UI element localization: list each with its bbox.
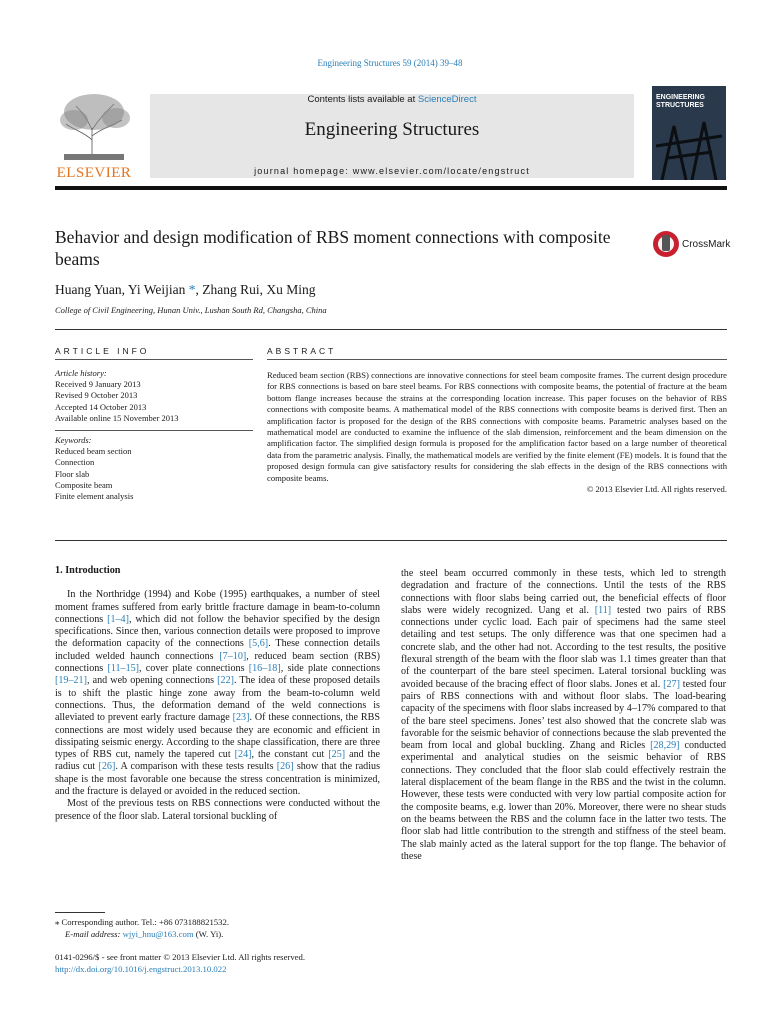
citation-link[interactable]: [19–21] — [55, 675, 87, 687]
citation-link[interactable]: [26] — [276, 761, 294, 773]
corresponding-author-mark[interactable]: * — [188, 282, 196, 297]
contents-prefix: Contents lists available at — [307, 94, 418, 105]
paper-title: Behavior and design modification of RBS moment connections with composite beams — [55, 227, 611, 269]
citation-link[interactable]: [1–4] — [107, 613, 129, 625]
citation-link[interactable]: [16–18] — [248, 663, 281, 675]
article-info — [55, 368, 253, 502]
info-divider — [55, 430, 253, 431]
citation-link[interactable]: [27] — [663, 678, 680, 690]
body-column-left — [55, 565, 380, 823]
citation-link[interactable]: [28,29] — [650, 740, 680, 752]
journal-cover-image — [652, 86, 726, 180]
citation-link[interactable]: [11] — [594, 604, 612, 616]
abstract-heading: ABSTRACT — [267, 346, 337, 356]
history-received: Received 9 January 2013 — [55, 379, 141, 390]
keyword: Reduced beam section — [55, 446, 132, 457]
abstract-body — [267, 370, 727, 495]
corresponding-author-footnote: ⁎ Corresponding author. Tel.: +86 073188821532. E-mail address: wjyi_hnu@163.com (W. Yi). — [55, 917, 230, 939]
section-heading-introduction: 1. Introduction — [55, 565, 121, 576]
citation-link[interactable]: [25] — [328, 749, 346, 761]
intro-paragraph-3: the steel beam occurred commonly in these tests, which led to strength degradation and fracture of the connections. Until the tests of the RBS connections with floor slabs being carried out, the beneficial effects of floor slabs were widely recognized. Uang et al. [11] tested two pairs of RBS connections under cyclic load. Each pair of specimens had the same steel detailing and test setups. The only difference was that one specimen had a concrete slab, and the other had not. According to the test results, the positive flexural strength of the beam with the floor slab was 1.1 times greater than that of the counterpart of the bare steel specimen. Lateral torsional buckling was avoided because of the bracing effect of floor slabs. Jones et al. [27] tested four pairs of RBS connections with and without floor slabs. The load-bearing capacity of the specimens with floor slabs increased by 4–17% compared to that of the bare steel specimens. Jones’ test also showed that the concrete slab was favorable for the seismic behavior of connections because the slab prevented the beam from local and global buckling. Zhang and Ricles [28,29] conducted experimental and analytical studies on the seismic behavior of RBS connections. They concluded that the floor slab could effectively restrain the lateral displacement of the beam flange in the RBS and the twist in the column. However, these tests were conducted with very low partial composite action for the composite beams, e.g. lower than 20%. Moreover, there were no shear studs on the beams between the RBS and the column face in the latter two tests. The floor slab had little contribution to the strength and stiffness of the steel beam. The slab mainly acted as the lateral support for the top flange. The behavior of these — [401, 568, 726, 862]
body-column-right — [401, 568, 726, 863]
elsevier-wordmark: ELSEVIER — [56, 165, 132, 181]
intro-paragraph-2: Most of the previous tests on RBS connections were conducted without the presence of the floor slab. Lateral torsional buckling of — [55, 798, 380, 822]
affiliation: College of Civil Engineering, Hunan Univ., Lushan South Rd, Changsha, China — [55, 305, 327, 315]
citation-link[interactable]: [24] — [234, 749, 252, 761]
article-info-heading: ARTICLE INFO — [55, 346, 150, 356]
citation-link[interactable]: [22] — [217, 675, 234, 687]
citation-link[interactable]: [7–10] — [219, 650, 247, 662]
citation-link[interactable]: [23] — [232, 712, 250, 724]
cover-title: ENGINEERING STRUCTURES — [656, 94, 706, 109]
front-matter-line: 0141-0296/$ - see front matter © 2013 Elsevier Ltd. All rights reserved. — [55, 952, 306, 962]
intro-paragraph-1: In the Northridge (1994) and Kobe (1995) earthquakes, a number of steel moment frames suffered from early brittle fracture damage in beam-to-column connections [1–4], which did not follow the behavior specified by the design specifications. Since then, various connection details were proposed to improve the deformation capacity of the connections [5,6]. These connection details included welded haunch connections [7–10], reduced beam section (RBS) connections [11–15], cover plate connections [16–18], side plate connections [19–21], and web opening connections [22]. The idea of these proposed details is to shift the plastic hinge zone away from the beam-to-column weld connections. Thus, the deformation demand of the weld connections is alleviated to prevent early fracture damage [23]. Of these connections, the RBS connections are most widely used because they are economic and efficient in dissipating seismic energy. According to the shape classification, there are three types of RBS cut, namely the tapered cut [24], the constant cut [25] and the radius cut [26]. A comparison with these tests results [26] show that the radius shape is the most favorable one because the stress concentration is minimized, and the fracture is delayed or avoided in the reduced section. — [55, 589, 380, 798]
footnote-rule — [55, 912, 105, 913]
journal-name: Engineering Structures — [304, 119, 480, 140]
doi-link[interactable]: http://dx.doi.org/10.1016/j.engstruct.2013.10.022 — [55, 963, 227, 974]
keyword: Floor slab — [55, 468, 90, 479]
keyword: Connection — [55, 457, 95, 468]
journal-citation-link[interactable]: Engineering Structures 59 (2014) 39–48 — [317, 58, 463, 68]
abstract-text: Reduced beam section (RBS) connections are innovative connections for steel beam composite frames. The current design procedure for RBS connections is based on bare steel beams. For RBS connections with composite beams, the potential of fracture at the beam bottom flange increases because the strains at the corresponding location increase. This paper focuses on the behavior of RBS connections with composite beams. A mathematical model of the RBS connections with composite beams is derived first. Then an amplification factor is proposed for the design of the RBS connections with composite beams. Parametric analyses based on the mathematical model are conducted to examine the influence of the slab dimension, reinforcement and the beam dimension on the amplification factor. The simplified design formula is proposed for the amplification factor based on a large number of theoretical data from the parametric analysis. Finally, the mathematical models are verified by the finite element (FE) models. It is found that the proposed design formula can give satisfactory results for considering the slab effects in the design of the RBS connections with composite beams. — [267, 370, 727, 483]
keyword: Composite beam — [55, 479, 113, 490]
contents-line — [150, 94, 634, 105]
abstract-bottom-rule — [55, 540, 727, 541]
abstract-rule — [267, 359, 727, 360]
keyword: Finite element analysis — [55, 491, 134, 502]
masthead-rule — [55, 186, 727, 190]
citation-link[interactable]: [5,6] — [248, 638, 269, 650]
history-revised: Revised 9 October 2013 — [55, 390, 138, 401]
issn-block — [55, 952, 305, 975]
crossmark-label[interactable]: CrossMark — [682, 239, 731, 250]
email-link[interactable]: wjyi_hnu@163.com — [122, 928, 194, 939]
journal-homepage[interactable]: journal homepage: www.elsevier.com/locate/engstruct — [254, 166, 530, 176]
sciencedirect-link[interactable]: ScienceDirect — [417, 94, 477, 105]
history-accepted: Accepted 14 October 2013 — [55, 401, 147, 412]
article-info-rule — [55, 359, 253, 360]
citation-link[interactable]: [11–15] — [107, 663, 140, 675]
keywords-label: Keywords: — [55, 435, 92, 446]
history-label: Article history: — [55, 368, 107, 378]
abstract-copyright: © 2013 Elsevier Ltd. All rights reserved. — [586, 484, 727, 495]
title-rule — [55, 329, 727, 330]
author-list: Huang Yuan, Yi Weijian *, Zhang Rui, Xu Ming — [55, 282, 316, 297]
citation-link[interactable]: [26] — [98, 761, 116, 773]
history-online: Available online 15 November 2013 — [55, 412, 179, 423]
